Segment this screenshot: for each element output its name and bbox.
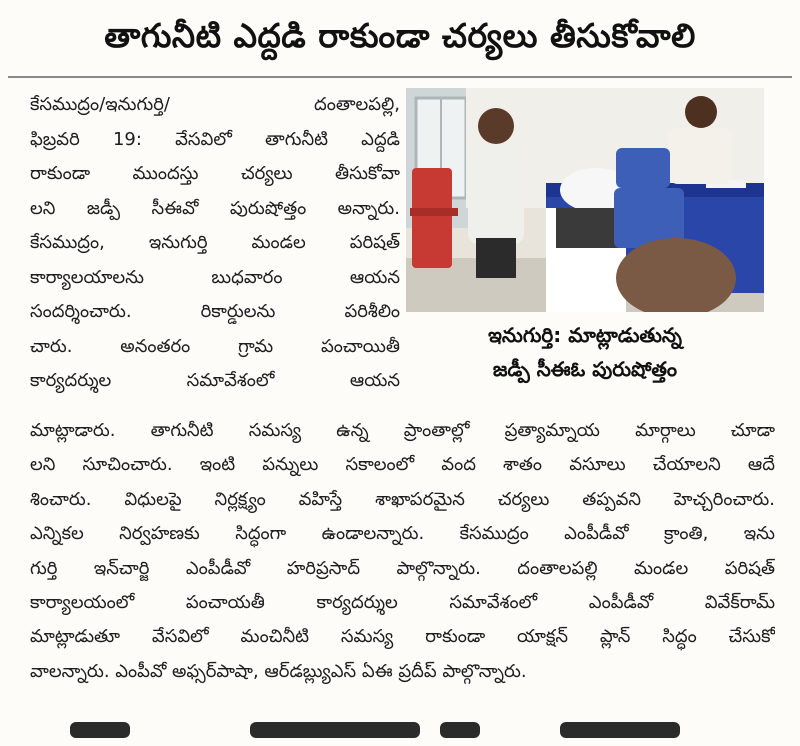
- text-line: చారు. అనంతరం గ్రామ పంచాయితీ: [30, 335, 400, 357]
- text-line: మాట్లాడారు. తాగునీటి సమస్య ఉన్న ప్రాంతాల్లో ప్రత్యామ్నాయ మార్గాలు చూడా: [30, 420, 775, 441]
- text-line: కేసముద్రం/ఇనుగుర్తి/ దంతాలపల్లి,: [30, 94, 400, 115]
- next-article-headline-cropped: [0, 716, 800, 746]
- text-line: కార్యదర్శుల సమావేశంలో ఆయన: [30, 370, 400, 391]
- text-line: సందర్శించారు. రికార్డులను పరిశీలిం: [30, 301, 400, 322]
- text-line: లని జడ్పీ సీఈవో పురుషోత్తం అన్నారు.: [30, 197, 400, 219]
- text-line: ఫిబ్రవరి 19: వేసవిలో తాగునీటి ఎద్దడి: [30, 128, 400, 150]
- text-line: గుర్తి ఇన్‌చార్జి ఎంపీడీవో హరిప్రసాద్ పాల్గొన్నారు. దంతాలపల్లి మండల పరిషత్: [30, 557, 775, 579]
- text-line: మాట్లాడుతూ వేసవిలో మంచినీటి సమస్య రాకుండా యాక్షన్ ప్లాన్ సిద్ధం చేసుకో: [30, 626, 775, 648]
- text-line: ఎన్నికల నిర్వహణకు సిద్ధంగా ఉండాలన్నారు. కేసముద్రం ఎంపీడీవో క్రాంతి, ఇను: [30, 523, 775, 545]
- article-body-text: [30, 414, 775, 689]
- headline: తాగునీటి ఎద్దడి రాకుండా చర్యలు తీసుకోవాలి: [104, 15, 696, 55]
- meeting-photo-illustration: [406, 88, 764, 312]
- headline-divider: [8, 76, 792, 78]
- text-line: శించారు. విధులపై నిర్లక్ష్యం వహిస్తే శాఖాపరమైన చర్యలు తప్పవని హెచ్చరించారు.: [30, 488, 775, 510]
- caption-line: జడ్పీ సీఈఓ పురుషోత్తం: [492, 357, 678, 381]
- text-line: కార్యాలయాలను బుధవారం ఆయన: [30, 266, 400, 288]
- photo-caption: [406, 318, 764, 386]
- text-line: వాలన్నారు. ఎంపీవో అఫ్సర్‌పాషా, ఆర్‌డబ్ల్యుఎస్ ఏఈ ప్రదీప్ పాల్గొన్నారు.: [30, 660, 527, 682]
- text-line: కేసముద్రం, ఇనుగుర్తి మండల పరిషత్: [30, 232, 400, 253]
- text-line: లని సూచించారు. ఇంటి పన్నులు సకాలంలో వంద శాతం వసూలు చేయాలని ఆదే: [30, 454, 775, 476]
- text-line: రాకుండా ముందస్తు చర్యలు తీసుకోవా: [30, 163, 400, 184]
- text-line: కార్యాలయంలో పంచాయతీ కార్యదర్శుల సమావేశంలో ఎంపీడీవో వివేక్‌రామ్: [30, 592, 775, 614]
- news-photo: [406, 88, 764, 312]
- article-column-text: [30, 88, 400, 399]
- caption-line: ఇనుగుర్తి: మాట్లాడుతున్న: [488, 323, 682, 347]
